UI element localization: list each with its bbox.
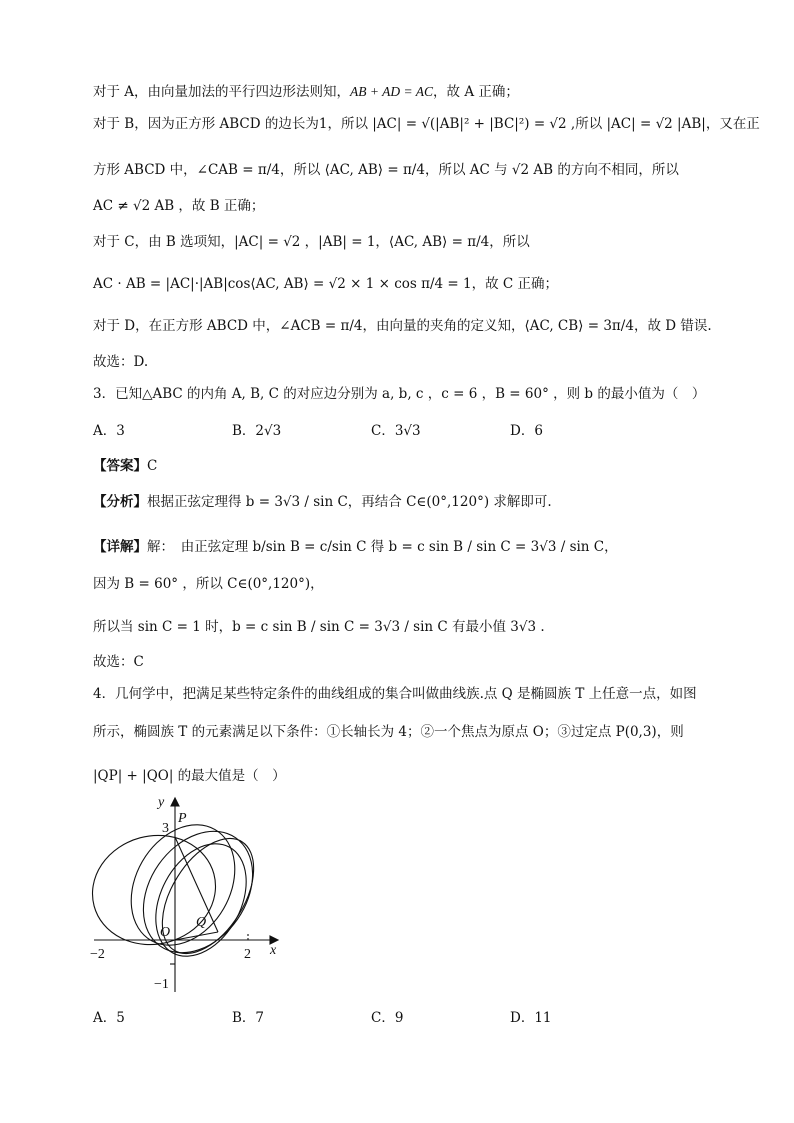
analysis-text: 根据正弦定理得 b = 3√3 / sin C，再结合 C∈(0°,120°) 求解即可.	[147, 494, 552, 510]
q3-analysis-line	[93, 492, 552, 512]
sol-line-a	[93, 82, 519, 102]
ellipse-family-figure	[88, 792, 298, 1002]
label-o: O	[160, 925, 171, 940]
q4-option-b: B．7	[232, 1010, 265, 1026]
q4-option-a: A．5	[93, 1010, 125, 1026]
label-p: P	[178, 811, 187, 826]
q4-line1: 4．几何学中，把满足某些特定条件的曲线组成的集合叫做曲线族.点 Q 是椭圆族 T 上任意一点，如图	[93, 686, 697, 702]
label-x: x	[270, 943, 277, 958]
segment-oq	[175, 932, 218, 940]
label-q: Q	[196, 915, 207, 930]
answer-tag: 【答案】	[93, 458, 147, 474]
answer-value: C	[147, 458, 158, 474]
label-2: 2	[244, 947, 251, 962]
sol-line-b1: 对于 B，因为正方形 ABCD 的边长为1，所以 |AC| = √(|AB|² + |BC|²) = √2 ,所以 |AC| = √2 |AB|，又在正	[93, 116, 760, 132]
q3-option-a: A．3	[93, 423, 125, 439]
sol-a-math: AB + AD = AC	[350, 84, 434, 99]
analysis-tag: 【分析】	[93, 494, 147, 510]
q4-line2: 所示，椭圆族 T 的元素满足以下条件：①长轴长为 4；②一个焦点为原点 O；③过定点 P(0,3)，则	[93, 724, 684, 740]
q3-final: 故选：C	[93, 654, 144, 670]
q3-option-c: C．3√3	[371, 423, 421, 439]
detail-text: 解： 由正弦定理 b/sin B = c/sin C 得 b = c sin B / sin C = 3√3 / sin C，	[147, 539, 618, 555]
sol-a-text: 对于 A，由向量加法的平行四边形法则知，	[93, 84, 351, 100]
q3-answer-line	[93, 456, 157, 476]
q4-option-c: C．9	[371, 1010, 404, 1026]
sol-line-b2: 方形 ABCD 中，∠CAB = π/4，所以 ⟨AC, AB⟩ = π/4，所以 AC 与 √2 AB 的方向不相同，所以	[93, 162, 679, 178]
label-neg2: −2	[90, 947, 105, 962]
ellipse-3	[121, 810, 275, 973]
q3-because: 因为 B = 60° ，所以 C∈(0°,120°)，	[93, 576, 324, 592]
q3-option-b: B．2√3	[232, 423, 282, 439]
detail-tag: 【详解】	[93, 539, 147, 555]
sol-line-d: 对于 D，在正方形 ABCD 中，∠ACB = π/4，由向量的夹角的定义知，⟨AC, CB⟩ = 3π/4，故 D 错误.	[93, 318, 712, 334]
q3-detail-line	[93, 537, 618, 557]
label-neg1: −1	[154, 977, 169, 992]
y-axis-arrow	[171, 798, 179, 806]
q4-option-d: D．11	[510, 1010, 552, 1026]
sol-a-tail: ，故 A 正确；	[433, 84, 519, 100]
sol-answer: 故选：D.	[93, 354, 149, 370]
q3-so: 所以当 sin C = 1 时，b = c sin B / sin C = 3√3 / sin C 有最小值 3√3 .	[93, 619, 545, 635]
label-3: 3	[162, 821, 169, 836]
label-y: y	[158, 795, 165, 810]
q4-line3: |QP| + |QO| 的最大值是（ ）	[93, 768, 286, 784]
q3-option-d: D．6	[510, 423, 543, 439]
sol-line-c2: AC · AB = |AC|·|AB|cos⟨AC, AB⟩ = √2 × 1 × cos π/4 = 1，故 C 正确；	[93, 276, 559, 292]
q3-stem: 3．已知△ABC 的内角 A, B, C 的对应边分别为 a, b, c ，c = 6 ，B = 60° ，则 b 的最小值为（ ）	[93, 386, 706, 402]
sol-line-b3: AC ≠ √2 AB ，故 B 正确；	[93, 198, 265, 214]
sol-line-c1: 对于 C，由 B 选项知，|AC| = √2 ，|AB| = 1，⟨AC, AB⟩ = π/4，所以	[93, 234, 530, 250]
